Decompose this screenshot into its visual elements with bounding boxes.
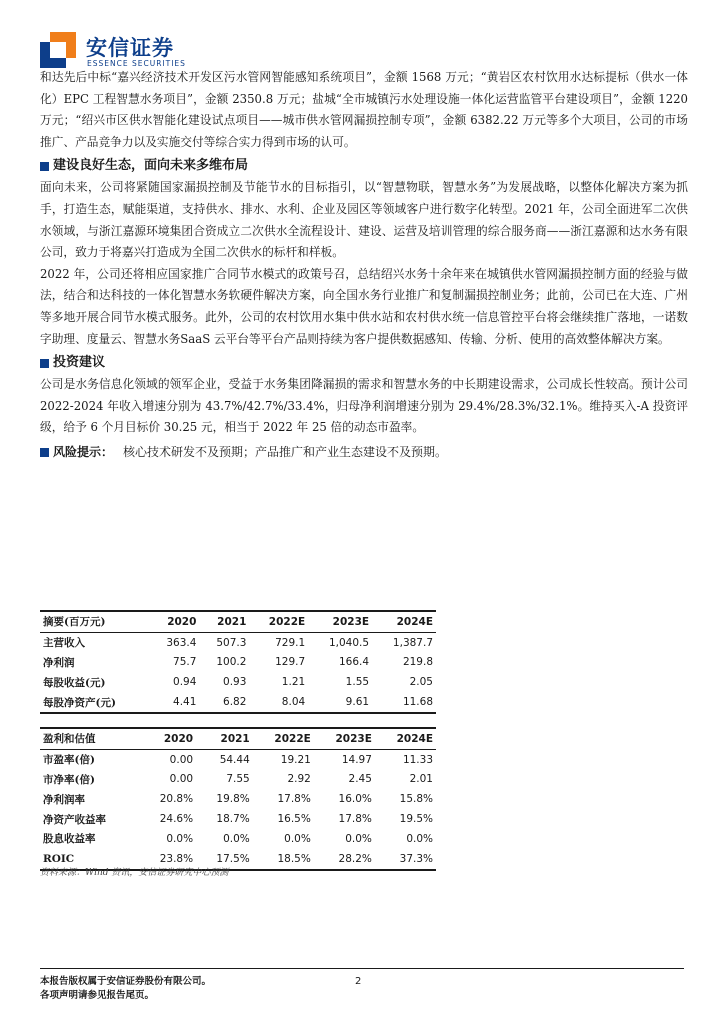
table-cell: 0.00 <box>169 753 194 766</box>
table-header-cell: 盈利和估值 <box>40 728 139 749</box>
table-cell: 18.7% <box>216 813 250 826</box>
table-cell: 0.0% <box>284 832 311 845</box>
section-title: 投资建议 <box>53 355 106 371</box>
table-cell: 19.5% <box>399 813 433 826</box>
table-cell: 166.4 <box>339 656 370 669</box>
table-header-cell: 2021 <box>199 611 249 632</box>
future-paragraph-2: 2022 年，公司还将相应国家推广合同节水模式的政策号召，总结绍兴水务十余年来在城镇供水管网漏损控制方面的经验与做法，结合和达科技的一体化智慧水务软硬件解决方案，向全国水务行业推广和复制漏损控制业务；此前，公司已在大连、广州等多地开展合同节水模式服务。此外，公司的农村饮用水集中供水站和农村供水统一信息管控平台将会继续推广落地，一诺数字助理、度量云、智慧水务SaaS 云平台等平台产品则持续为客户提供数据感知、传输、分析、使用的高效整体解决方案。 <box>40 266 688 346</box>
table-cell: 7.55 <box>226 773 250 786</box>
table-cell: 1,387.7 <box>392 636 433 649</box>
table-cell: 16.0% <box>338 793 372 806</box>
table-row <box>40 653 436 673</box>
table-row <box>40 770 436 790</box>
brand-name: 安信证券 <box>86 36 174 60</box>
table-cell: 6.82 <box>199 692 249 713</box>
risk-label: 风险提示： <box>53 444 114 459</box>
table-cell: 14.97 <box>341 753 372 766</box>
brand-logo <box>40 30 280 70</box>
summary-table <box>40 610 436 714</box>
section-heading-ecosystem <box>40 155 688 177</box>
section-title: 建设良好生态，面向未来多维布局 <box>53 158 249 174</box>
bullet-square-icon <box>40 448 49 457</box>
valuation-table <box>40 727 436 871</box>
table-cell: 0.0% <box>345 832 372 845</box>
table-cell: 0.00 <box>169 773 194 786</box>
table-cell: 20.8% <box>159 793 194 806</box>
row-label: 净利润率 <box>43 793 85 806</box>
table-cell: 75.7 <box>173 656 197 669</box>
row-label: 每股收益(元) <box>43 676 106 689</box>
table-header-cell: 2022E <box>253 728 314 749</box>
table-cell: 729.1 <box>275 636 306 649</box>
table-cell: 24.6% <box>159 813 194 826</box>
table-cell: 37.3% <box>375 849 436 870</box>
table-cell: 0.0% <box>166 832 194 845</box>
row-label: 市净率(倍) <box>43 773 95 786</box>
table-cell: 507.3 <box>216 636 247 649</box>
table-header-cell: 2020 <box>149 611 199 632</box>
table-header-row <box>40 728 436 749</box>
row-label: 主营收入 <box>43 637 85 650</box>
row-label: 股息收益率 <box>43 833 96 846</box>
table-header-cell: 2023E <box>308 611 372 632</box>
report-body <box>40 67 688 463</box>
row-label: 每股净资产(元) <box>40 692 149 713</box>
table-header-cell: 2021 <box>196 728 253 749</box>
table-cell: 100.2 <box>216 656 247 669</box>
footer-statement: 各项声明请参见报告尾页。 <box>40 990 155 1001</box>
table-row <box>40 789 436 809</box>
row-label: ROIC <box>40 849 139 870</box>
bullet-square-icon <box>40 359 49 368</box>
table-row <box>40 829 436 849</box>
future-paragraph-1: 面向未来，公司将紧随国家漏损控制及节能节水的目标指引，以“智慧物联，智慧水务”为发展战略，以整体化解决方案为抓手，打造生态，赋能渠道，支持供水、排水、水利、企业及园区等领域客户进行数字化转型。2021 年，公司全面进军二次供水领域，与浙江嘉源环境集团合资成立二次供水全流程设计、建设、运营及培训管理的综合服务商——浙江嘉源和达水务有限公司，致力于将嘉兴打造成为全国二次供水的标杆和样板。 <box>40 180 688 260</box>
risk-text: 核心技术研发不及预期；产品推广和产业生态建设不及预期。 <box>123 444 448 459</box>
table-cell: 2.05 <box>409 676 433 689</box>
table-cell: 129.7 <box>275 656 306 669</box>
source-note: 资料来源：Wind 资讯，安信证券研究中心预测 <box>40 868 229 878</box>
table-cell: 19.8% <box>216 793 250 806</box>
table-row <box>40 672 436 692</box>
bullet-square-icon <box>40 162 49 171</box>
table-cell: 17.5% <box>196 849 253 870</box>
table-cell: 8.04 <box>249 692 308 713</box>
table-header-cell: 2022E <box>249 611 308 632</box>
intro-paragraph: 和达先后中标“嘉兴经济技术开发区污水管网智能感知系统项目”，金额 1568 万元；“黄岩区农村饮用水达标提标（供水一体化）EPC 工程智慧水务项目”，金额 2350.8 万元；盐城“全市城镇污水处理设施一体化运营监管平台建设项目”，金额 1220 万元；“绍兴市区供水智能化建设试点项目——城市供水管网漏损控制专项”，金额 6382.22 万元等多个大项目，公司的市场推广、产品竞争力以及实施交付等综合实力得到市场的认可。 <box>40 70 688 149</box>
table-cell: 2.45 <box>348 773 372 786</box>
table-cell: 363.4 <box>166 636 197 649</box>
table-cell: 11.33 <box>402 753 433 766</box>
table-header-row <box>40 611 436 632</box>
table-cell: 219.8 <box>402 656 433 669</box>
table-cell: 16.5% <box>277 813 311 826</box>
table-cell: 0.94 <box>173 676 197 689</box>
table-row <box>40 692 436 713</box>
table-cell: 17.8% <box>277 793 311 806</box>
table-cell: 54.44 <box>219 753 250 766</box>
brand-logo-icon <box>40 32 76 68</box>
table-header-cell: 2024E <box>375 728 436 749</box>
row-label: 市盈率(倍) <box>43 754 95 767</box>
table-cell: 0.0% <box>223 832 250 845</box>
table-cell: 4.41 <box>149 692 199 713</box>
table-header-cell: 摘要(百万元) <box>40 611 149 632</box>
table-cell: 1.55 <box>345 676 370 689</box>
table-row <box>40 809 436 829</box>
risk-warning <box>40 441 688 463</box>
table-cell: 17.8% <box>338 813 372 826</box>
table-cell: 23.8% <box>139 849 196 870</box>
table-row <box>40 632 436 652</box>
page-number: 2 <box>355 976 362 987</box>
row-label: 净利润 <box>43 656 75 669</box>
table-cell: 9.61 <box>308 692 372 713</box>
table-cell: 0.93 <box>223 676 247 689</box>
table-header-cell: 2023E <box>314 728 375 749</box>
table-cell: 28.2% <box>314 849 375 870</box>
investment-paragraph: 公司是水务信息化领域的领军企业，受益于水务集团降漏损的需求和智慧水务的中长期建设需求，公司成长性较高。预计公司 2022-2024 年收入增速分别为 43.7%/42.7%/33.4%，归母净利润增速分别为 29.4%/28.3%/32.1%。维持买入-A 投资评级，给予 6 个月目标价 30.25 元，相当于 2022 年 25 倍的动态市盈率。 <box>40 377 688 435</box>
table-cell: 1,040.5 <box>328 636 370 649</box>
table-cell: 18.5% <box>253 849 314 870</box>
table-cell: 2.92 <box>287 773 311 786</box>
table-cell: 11.68 <box>372 692 436 713</box>
footer-copyright: 本报告版权属于安信证券股份有限公司。 <box>40 976 212 987</box>
table-header-cell: 2024E <box>372 611 436 632</box>
section-heading-investment <box>40 352 688 374</box>
brand-name-en: ESSENCE SECURITIES <box>87 59 186 68</box>
table-header-cell: 2020 <box>139 728 196 749</box>
table-cell: 15.8% <box>399 793 433 806</box>
footer-divider <box>40 968 684 969</box>
table-cell: 0.0% <box>406 832 433 845</box>
footer-disclaimer <box>40 975 211 1003</box>
table-cell: 19.21 <box>280 753 311 766</box>
row-label: 净资产收益率 <box>43 813 106 826</box>
table-cell: 2.01 <box>409 773 433 786</box>
table-cell: 1.21 <box>281 676 306 689</box>
table-row <box>40 749 436 769</box>
